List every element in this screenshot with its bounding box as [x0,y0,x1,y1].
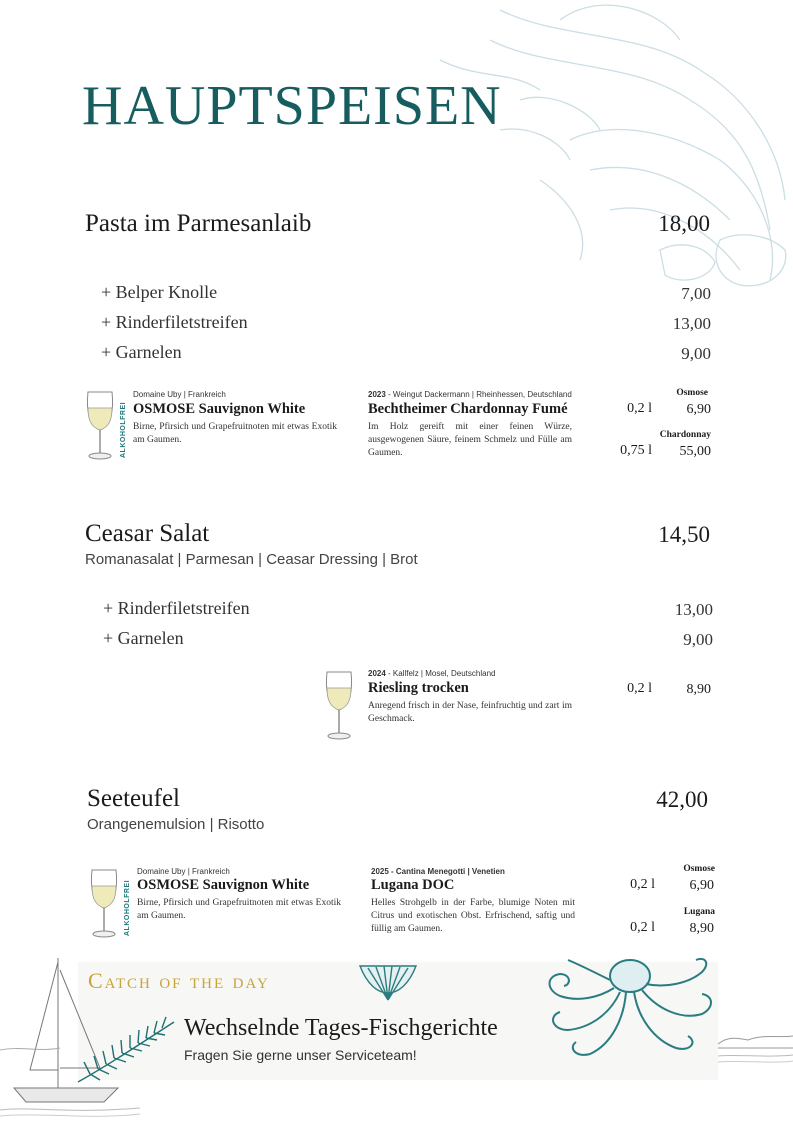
octopus-illustration [538,958,720,1062]
page-title: HAUPTSPEISEN [82,75,502,137]
extra-name: + Rinderfiletstreifen [101,312,248,332]
wine-description: Im Holz gereift mit einer feinen Würze, ausgewogenen Säure, feinem Schmelz und Fülle am Gaumen. [368,422,572,458]
extra-name: + Garnelen [103,628,184,648]
wine-name: OSMOSE Sauvignon White [133,401,306,417]
wine-name: Bechtheimer Chardonnay Fumé [368,401,568,417]
wine-glass-icon [84,388,116,462]
wine-price: 6,90 [686,402,711,417]
extra-price: 13,00 [672,314,711,333]
dish-subtitle: Orangenemulsion | Risotto [87,816,265,833]
rosemary-illustration [70,1008,180,1088]
extra-price: 9,00 [681,344,711,363]
wine-winery-name: - Kallfelz | Mosel, Deutschland [385,669,496,678]
wine-description: Helles Strohgelb in der Farbe, blumige Noten mit Citrus und exotischen Obst. Erfrischend, saftig und füllig am Gaumen. [371,898,575,934]
wine-winery: Domaine Uby | Frankreich [133,390,226,399]
alcohol-free-tag: ALKOHOLFREI [124,879,131,936]
wine-glass-icon [323,668,355,742]
catch-subtitle: Fragen Sie gerne unser Serviceteam! [184,1047,417,1063]
dish-price: 14,50 [658,522,710,547]
wine-volume: 0,2 l [630,920,655,935]
wine-winery [368,390,572,399]
shore-illustration [718,1030,793,1070]
wine-price: 8,90 [689,921,714,936]
wine-price: 6,90 [689,878,714,893]
wine-price-label: Chardonnay [659,430,711,440]
wine-price: 8,90 [686,682,711,697]
catch-title: Wechselnde Tages-Fischgerichte [184,1015,498,1041]
wine-price-label: Osmose [683,864,715,874]
dish-name: Seeteufel [87,785,181,812]
dish-price: 42,00 [656,787,708,812]
wine-volume: 0,2 l [627,401,652,416]
wine-winery: Domaine Uby | Frankreich [137,867,230,876]
extra-name: + Belper Knolle [101,282,218,302]
wine-winery-name: - Weingut Dackermann | Rheinhessen, Deutschland [385,390,572,399]
dish-subtitle: Romanasalat | Parmesan | Ceasar Dressing | Brot [85,551,418,568]
extra-name: + Garnelen [101,342,182,362]
wine-description: Birne, Pfirsich und Grapefruitnoten mit etwas Exotik am Gaumen. [137,898,341,921]
wine-volume: 0,2 l [630,877,655,892]
wine-volume: 0,75 l [620,443,652,458]
wine-name: Lugana DOC [371,877,455,893]
wine-winery [371,867,505,876]
shell-illustration [356,962,420,1004]
extra-price: 13,00 [674,600,713,619]
wine-description: Anregend frisch in der Nase, feinfruchtig und zart im Geschmack. [368,701,572,724]
wine-price: 55,00 [679,444,711,459]
alcohol-free-tag: ALKOHOLFREI [120,401,127,458]
wine-year: 2025 - Cantina Menegotti | Venetien [371,867,505,876]
dish-name: Pasta im Parmesanlaib [85,210,312,237]
wine-description: Birne, Pfirsich und Grapefruitnoten mit etwas Exotik am Gaumen. [133,422,337,445]
extra-name: + Rinderfiletstreifen [103,598,250,618]
wine-name: OSMOSE Sauvignon White [137,877,310,893]
wine-year: 2024 [368,669,386,678]
catch-heading: Catch of the day [88,968,270,993]
wine-year: 2023 [368,390,386,399]
dish-name: Ceasar Salat [85,520,210,547]
wine-name: Riesling trocken [368,680,469,696]
wine-price-label: Osmose [676,388,708,398]
extra-price: 9,00 [683,630,713,649]
wine-price-label: Lugana [683,907,715,917]
wine-volume: 0,2 l [627,681,652,696]
wine-glass-icon [88,866,120,940]
extra-price: 7,00 [681,284,711,303]
shrimp-illustration [440,0,793,310]
wine-winery [368,669,495,678]
dish-price: 18,00 [658,211,710,236]
